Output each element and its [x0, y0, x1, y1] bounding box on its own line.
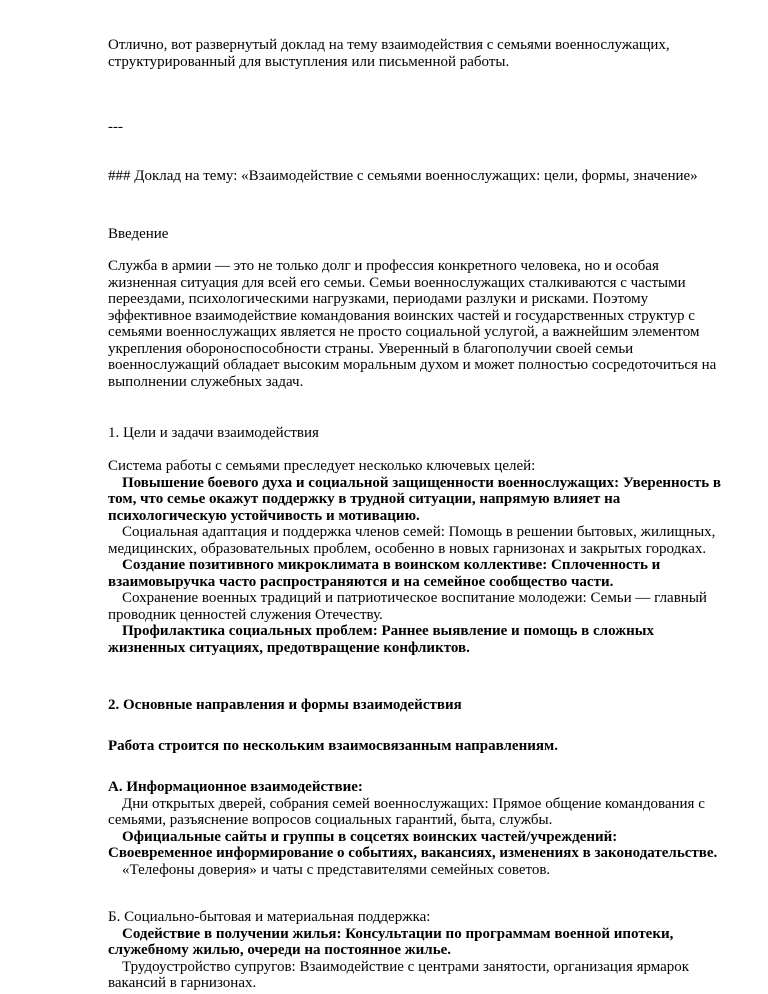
goal-item: Профилактика социальных проблем: Раннее выявление и помощь в сложных жизненных ситуациях, предотвращение конфликтов.	[108, 623, 654, 656]
section1-lead: Система работы с семьями преследует несколько ключевых целей:	[108, 458, 536, 474]
goal-item: Сохранение военных традиций и патриотическое воспитание молодежи: Семьи — главный проводник ценностей служения Отечеству.	[108, 590, 707, 623]
subsection-b	[108, 909, 722, 992]
support-item: Содействие в получении жилья: Консультации по программам военной ипотеки, служебному жилью, очереди на постоянное жилье.	[108, 925, 674, 958]
goal-item: Социальная адаптация и поддержка членов семей: Помощь в решении бытовых, жилищных, медицинских, образовательных проблем, особенно в новых гарнизонах и закрытых городках.	[108, 524, 716, 557]
separator: ---	[108, 119, 123, 135]
goal-item: Создание позитивного микроклимата в воинском коллективе: Сплоченность и взаимовыручка часто распространяются и на семейное сообщество части.	[108, 557, 661, 590]
section1-goals	[108, 458, 722, 656]
form-item: Дни открытых дверей, собрания семей военнослужащих: Прямое общение командования с семьями, разъяснение вопросов социальных гарантий, быта, службы.	[108, 795, 705, 828]
support-item: Трудоустройство супругов: Взаимодействие с центрами занятости, организация ярмарок вакансий в гарнизонах.	[108, 958, 690, 991]
form-item: «Телефоны доверия» и чаты с представителями семейных советов.	[122, 861, 551, 878]
subsection-a-heading: А. Информационное взаимодействие:	[108, 779, 363, 795]
subsection-a	[108, 779, 722, 878]
intro-paragraph: Отлично, вот развернутый доклад на тему взаимодействия с семьями военнослужащих, структурированный для выступления или письменной работы.	[108, 37, 670, 70]
section1-heading: 1. Цели и задачи взаимодействия	[108, 425, 319, 441]
introduction-heading: Введение	[108, 226, 169, 242]
subsection-b-heading: Б. Социально-бытовая и материальная поддержка:	[108, 909, 431, 925]
goal-item: Повышение боевого духа и социальной защищенности военнослужащих: Уверенность в том, что семье окажут поддержку в трудной ситуации, напрямую влияет на психологическую устойчивость и мотивацию.	[108, 474, 721, 524]
section2-heading: 2. Основные направления и формы взаимодействия	[108, 697, 462, 713]
section2-lead: Работа строится по нескольким взаимосвязанным направлениям.	[108, 738, 558, 754]
document-title: ### Доклад на тему: «Взаимодействие с семьями военнослужащих: цели, формы, значение»	[108, 168, 698, 184]
introduction-paragraph: Служба в армии — это не только долг и профессия конкретного человека, но и особая жизненная ситуация для всей его семьи. Семьи военнослужащих сталкиваются с частыми переездами, психологическими нагрузками, периодами разлуки и рисками. Поэтому эффективное взаимодействие командования воинских частей и государственных структур с семьями военнослужащих является не просто социальной услугой, а важнейшим элементом укрепления обороноспособности страны. Уверенный в благополучии своей семьи военнослужащий обладает высоким моральным духом и может полностью сосредоточиться на выполнении служебных задач.	[108, 258, 717, 390]
form-item: Официальные сайты и группы в соцсетях воинских частей/учреждений: Своевременное информирование о событиях, вакансиях, изменениях в законодательстве.	[108, 828, 718, 861]
